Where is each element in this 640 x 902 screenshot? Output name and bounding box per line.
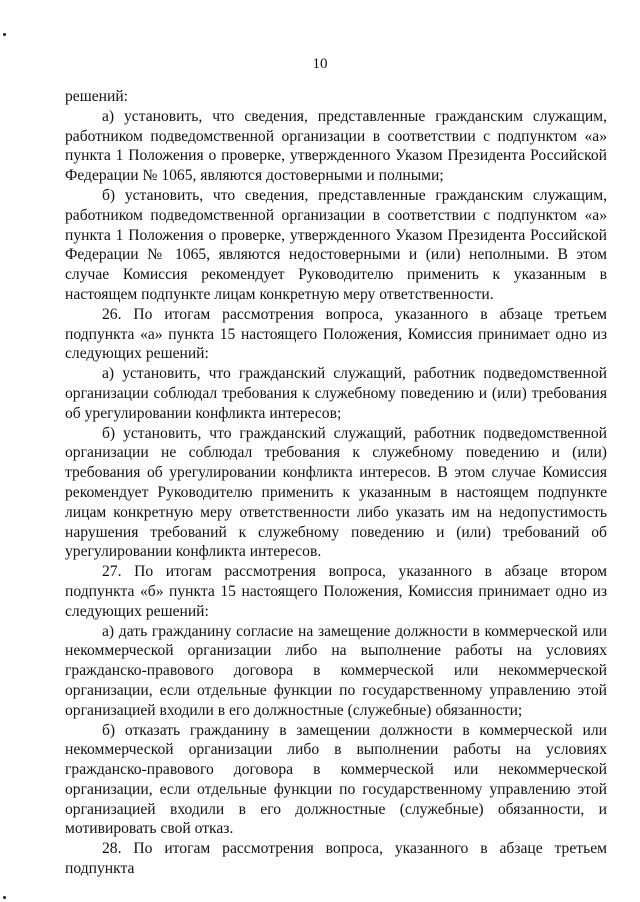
paragraph-25b: б) установить, что сведения, представленные гражданским служащим, работником подведомственной организации в соответствии с подпунктом «а» пункта 1 Положения о проверке, утвержденного Указом Президента Российской Федерации № 1065, являются недостоверными и (или) неполными. В этом случае Комиссия рекомендует Руководителю применить к указанным в настоящем подпункте лицам конкретную меру ответственности. xyxy=(65,186,607,303)
paragraph-26a: а) установить, что гражданский служащий, работник подведомственной организации соблюдал требования к служебному поведению и (или) требования об урегулировании конфликта интересов; xyxy=(65,365,607,422)
paragraph-27b: б) отказать гражданину в замещении должности в коммерческой или некоммерческой организации либо в выполнении работы на условиях гражданско-правового договора в коммерческой или некоммерческой организации, если отдельные функции по государственному управлению этой организацией входили в его должностные (служебные) обязанности, и мотивировать свой отказ. xyxy=(65,721,607,838)
paragraph-27a: а) дать гражданину согласие на замещение должности в коммерческой или некоммерческой организации либо на выполнение работы на условиях гражданско-правового договора в коммерческой или некоммерческой организации, если отдельные функции по государственному управлению этой организацией входили в его должностные (служебные) обязанности; xyxy=(65,622,607,719)
paragraph-27: 27. По итогам рассмотрения вопроса, указанного в абзаце втором подпункта «б» пункта 15 настоящего Положения, Комиссия принимает одно из следующих решений: xyxy=(65,563,607,620)
page-number: 10 xyxy=(312,56,328,72)
paragraph-28: 28. По итогам рассмотрения вопроса, указанного в абзаце третьем подпункта xyxy=(65,840,607,878)
paragraph-continuation: решений: xyxy=(65,88,129,105)
scan-edge-mark xyxy=(3,896,6,899)
document-body xyxy=(65,87,607,879)
paragraph-25a: а) установить, что сведения, представленные гражданским служащим, работником подведомственной организации в соответствии с подпунктом «а» пункта 1 Положения о проверке, утвержденного Указом Президента Российской Федерации № 1065, являются достоверными и полными; xyxy=(65,107,607,185)
scan-edge-mark xyxy=(3,33,6,36)
paragraph-26: 26. По итогам рассмотрения вопроса, указанного в абзаце третьем подпункта «а» пункта 15 настоящего Положения, Комиссия принимает одно из следующих решений: xyxy=(65,305,607,363)
paragraph-26b: б) установить, что гражданский служащий, работник подведомственной организации не соблюдал требования к служебному поведению и (или) требования об урегулировании конфликта интересов. В этом случае Комиссия рекомендует Руководителю применить к указанным в настоящем подпункте лицам конкретную меру ответственности либо указать им на недопустимость нарушения требований к служебному поведению и (или) требований об урегулировании конфликта интересов. xyxy=(65,424,607,561)
